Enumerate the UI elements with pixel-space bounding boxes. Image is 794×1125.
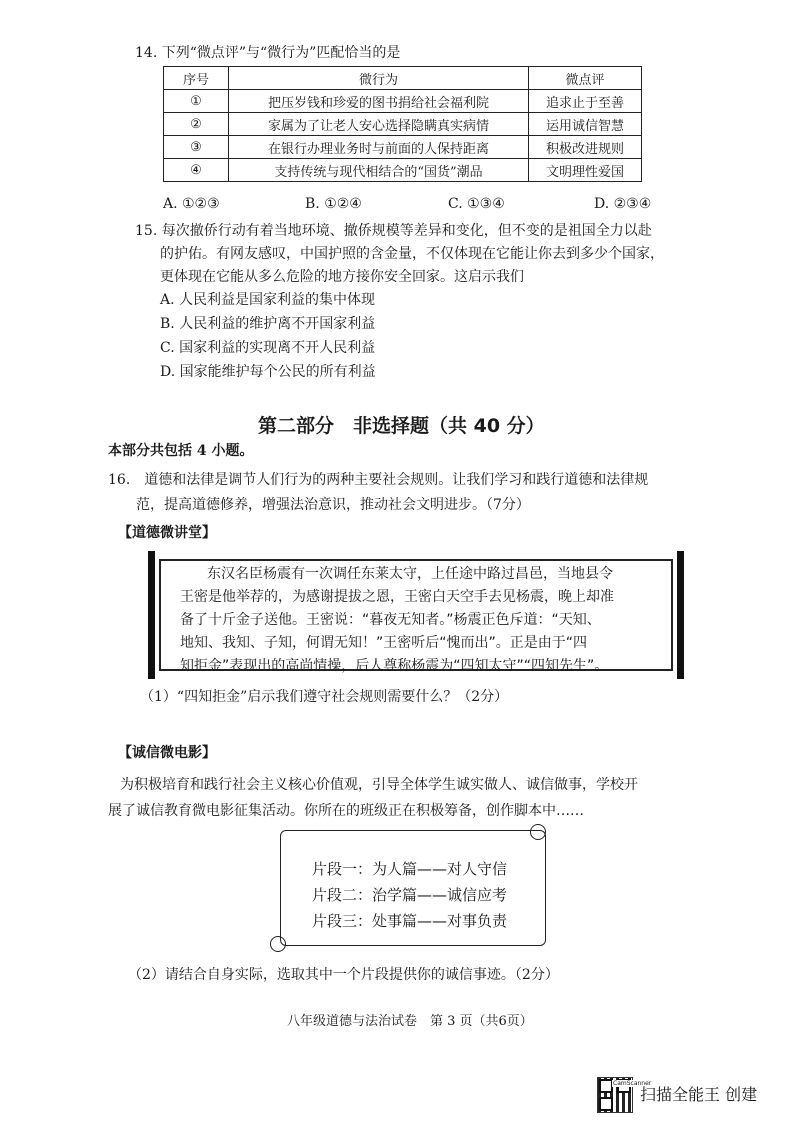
scroll-rod-right	[677, 551, 684, 679]
q14-table	[163, 66, 642, 182]
film-line: 为积极培育和践行社会主义核心价值观，引导全体学生诚实做人、诚信做事，学校开	[120, 777, 638, 793]
part2-title: 第二部分 非选择题（共 40 分）	[258, 415, 545, 437]
story-text	[180, 586, 614, 678]
list-item: 片段二：治学篇——诚信应考	[312, 886, 508, 904]
script-list	[312, 856, 507, 934]
q14-stem: 14. 下列“微点评”与“微行为”匹配恰当的是	[135, 45, 401, 61]
table-cell: 追求止于至善	[529, 90, 642, 113]
section-title-film: 【诚信微电影】	[118, 745, 216, 761]
q15-line: 15. 每次撤侨行动有着当地环境、撤侨规模等差异和变化，但不变的是祖国全力以赴	[135, 223, 652, 239]
story-line: 东汉名臣杨震有一次调任东莱太守，上任途中路过昌邑，当地县令	[207, 566, 613, 582]
scroll-curl-top	[530, 824, 546, 840]
table-cell: 积极改进规则	[529, 136, 642, 159]
q15-line: 更体现在它能从多么危险的地方接你安全回家。这启示我们	[160, 269, 524, 285]
table-cell: 文明理性爱国	[529, 159, 642, 182]
table-cell: 把压岁钱和珍爱的图书捐给社会福利院	[229, 90, 529, 113]
table-row	[164, 90, 642, 113]
story-line: 知拒金”表现出的高尚情操，后人尊称杨震为“四知太守”“四知先生”。	[180, 658, 609, 674]
q16-sub2: （2）请结合自身实际，选取其中一个片段提供你的诚信事迹。（2分）	[128, 967, 559, 983]
scroll-curl-bottom	[270, 936, 286, 952]
table-row	[164, 113, 642, 136]
q14-option-a: A. ①②③	[163, 196, 220, 212]
section-title-moral: 【道德微讲堂】	[118, 525, 216, 541]
q16-sub1: （1）“四知拒金”启示我们遵守社会规则需要什么？（2分）	[140, 689, 509, 705]
story-line: 王密是他举荐的，为感谢提拔之恩，王密白天空手去见杨震，晚上却准	[180, 589, 614, 605]
page-footer: 八年级道德与法治试卷 第 3 页（共6页）	[287, 1014, 533, 1029]
table-header-row	[164, 67, 642, 90]
q14-option-d: D. ②③④	[594, 196, 652, 212]
table-cell: 在银行办理业务时与前面的人保持距离	[229, 136, 529, 159]
q14-option-b: B. ①②④	[305, 196, 362, 212]
story-text	[207, 563, 613, 586]
story-line: 备了十斤金子送他。王密说：“暮夜无知者。”杨震正色斥道：“天知、	[180, 612, 601, 628]
list-item: 片段三：处事篇——对事负责	[312, 912, 508, 930]
part2-note: 本部分共包括 4 小题。	[108, 443, 254, 459]
q15-option-d: D. 国家能维护每个公民的所有利益	[160, 364, 376, 380]
q15-option-b: B. 人民利益的维护离不开国家利益	[160, 316, 376, 332]
scroll-rod-left	[148, 551, 155, 679]
table-cell: ①	[164, 90, 229, 113]
table-cell: ④	[164, 159, 229, 182]
q16-stem-line: 16. 道德和法律是调节人们行为的两种主要社会规则。让我们学习和践行道德和法律规	[108, 472, 649, 488]
table-cell: ②	[164, 113, 229, 136]
table-cell: 运用诚信智慧	[529, 113, 642, 136]
story-line: 地知、我知、子知，何谓无知！”王密听后“愧而出”。正是由于“四	[180, 635, 588, 651]
film-line: 展了诚信教育微电影征集活动。你所在的班级正在积极筹备，创作脚本中……	[108, 803, 584, 819]
camscanner-logo: CamScanner	[613, 1080, 652, 1087]
q15-option-c: C. 国家利益的实现离不开人民利益	[160, 340, 376, 356]
table-header-cell: 序号	[164, 67, 229, 90]
table-header-cell: 微行为	[229, 67, 529, 90]
q16-stem-line: 范，提高道德修养，增强法治意识，推动社会文明进步。（7分）	[136, 497, 530, 513]
q15-line: 的护佑。有网友感叹，中国护照的含金量，不仅体现在它能让你去到多少个国家，	[160, 246, 664, 262]
table-header-cell: 微点评	[529, 67, 642, 90]
table-row	[164, 159, 642, 182]
table-cell: 支持传统与现代相结合的“国货”潮品	[229, 159, 529, 182]
table-row	[164, 136, 642, 159]
list-item: 片段一：为人篇——对人守信	[312, 860, 508, 878]
table-cell: 家属为了让老人安心选择隐瞒真实病情	[229, 113, 529, 136]
film-intro	[108, 772, 638, 824]
table-cell: ③	[164, 136, 229, 159]
q14-option-c: C. ①③④	[448, 196, 505, 212]
q15-option-a: A. 人民利益是国家利益的集中体现	[160, 292, 376, 308]
watermark-label: 扫描全能王 创建	[640, 1085, 758, 1104]
